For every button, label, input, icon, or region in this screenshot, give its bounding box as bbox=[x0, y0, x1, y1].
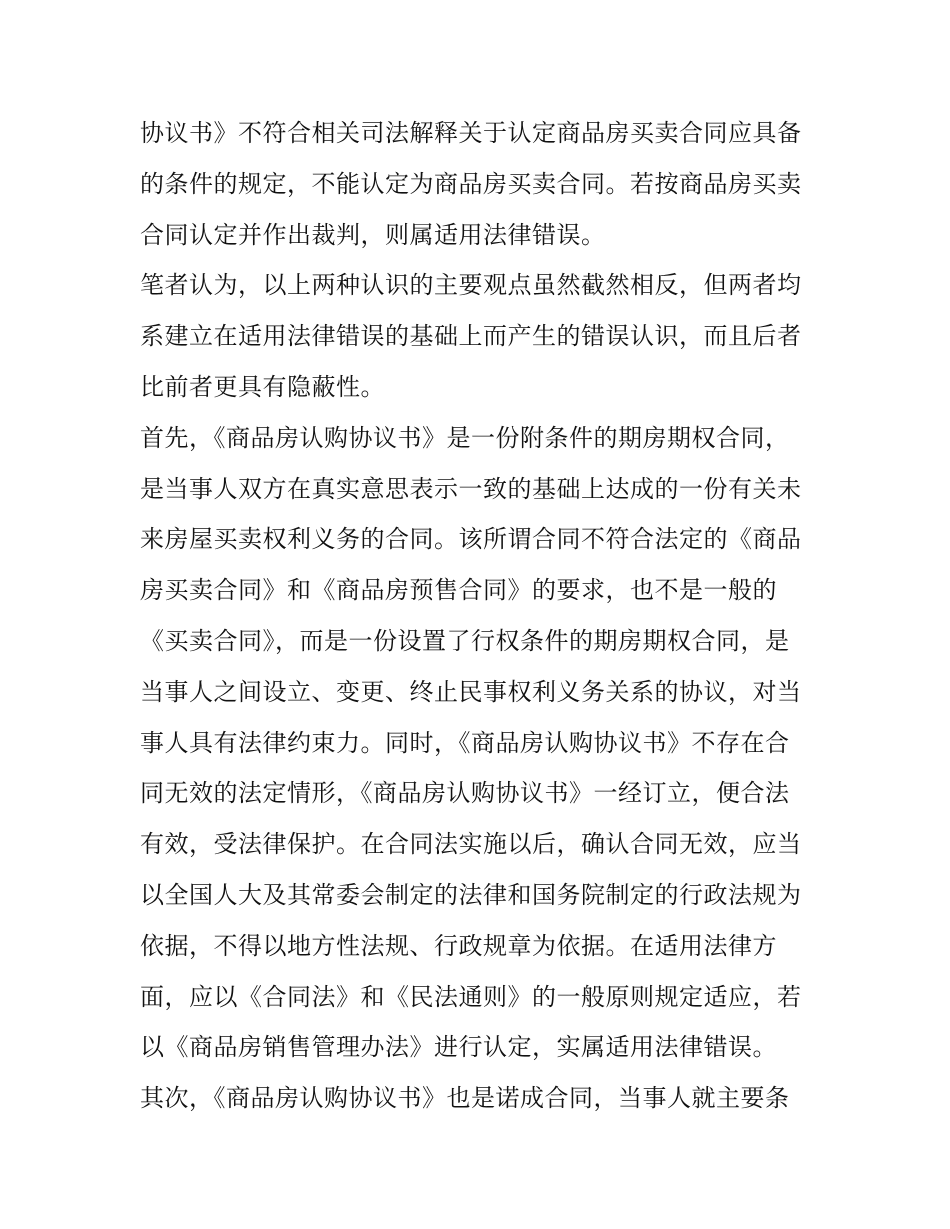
text-line: 首先，《商品房认购协议书》是一份附条件的期房期权合同， bbox=[140, 423, 790, 452]
text-line: 其次，《商品房认购协议书》也是诺成合同，当事人就主要条 bbox=[140, 1084, 790, 1113]
text-line: 事人具有法律约束力。同时，《商品房认购协议书》不存在合 bbox=[140, 728, 790, 757]
text-line: 以全国人大及其常委会制定的法律和国务院制定的行政法规为 bbox=[140, 880, 802, 909]
text-line: 房买卖合同》和《商品房预售合同》的要求，也不是一般的 bbox=[140, 576, 777, 605]
text-line: 《买卖合同》，而是一份设置了行权条件的期房期权合同，是 bbox=[140, 626, 790, 655]
text-line: 笔者认为，以上两种认识的主要观点虽然截然相反，但两者均 bbox=[140, 271, 802, 300]
text-line: 以《商品房销售管理办法》进行认定，实属适用法律错误。 bbox=[140, 1033, 777, 1062]
text-line: 系建立在适用法律错误的基础上而产生的错误认识，而且后者 bbox=[140, 322, 802, 351]
text-line: 依据，不得以地方性法规、行政规章为依据。在适用法律方 bbox=[140, 931, 777, 960]
text-line: 协议书》不符合相关司法解释关于认定商品房买卖合同应具备 bbox=[140, 119, 802, 147]
text-line: 来房屋买卖权利义务的合同。该所谓合同不符合法定的《商品 bbox=[140, 525, 802, 554]
text-line: 当事人之间设立、变更、终止民事权利义务关系的协议，对当 bbox=[140, 677, 802, 706]
text-line: 面，应以《合同法》和《民法通则》的一般原则规定适应，若 bbox=[140, 982, 802, 1011]
text-line: 同无效的法定情形，《商品房认购协议书》一经订立，便合法 bbox=[140, 779, 790, 808]
document-body bbox=[140, 108, 820, 1124]
text-line: 比前者更具有隐蔽性。 bbox=[140, 372, 385, 401]
text-line: 合同认定并作出裁判，则属适用法律错误。 bbox=[140, 220, 606, 249]
text-line: 的条件的规定，不能认定为商品房买卖合同。若按商品房买卖 bbox=[140, 169, 802, 198]
text-line: 是当事人双方在真实意思表示一致的基础上达成的一份有关未 bbox=[140, 474, 802, 503]
text-line: 有效，受法律保护。在合同法实施以后，确认合同无效，应当 bbox=[140, 830, 802, 859]
